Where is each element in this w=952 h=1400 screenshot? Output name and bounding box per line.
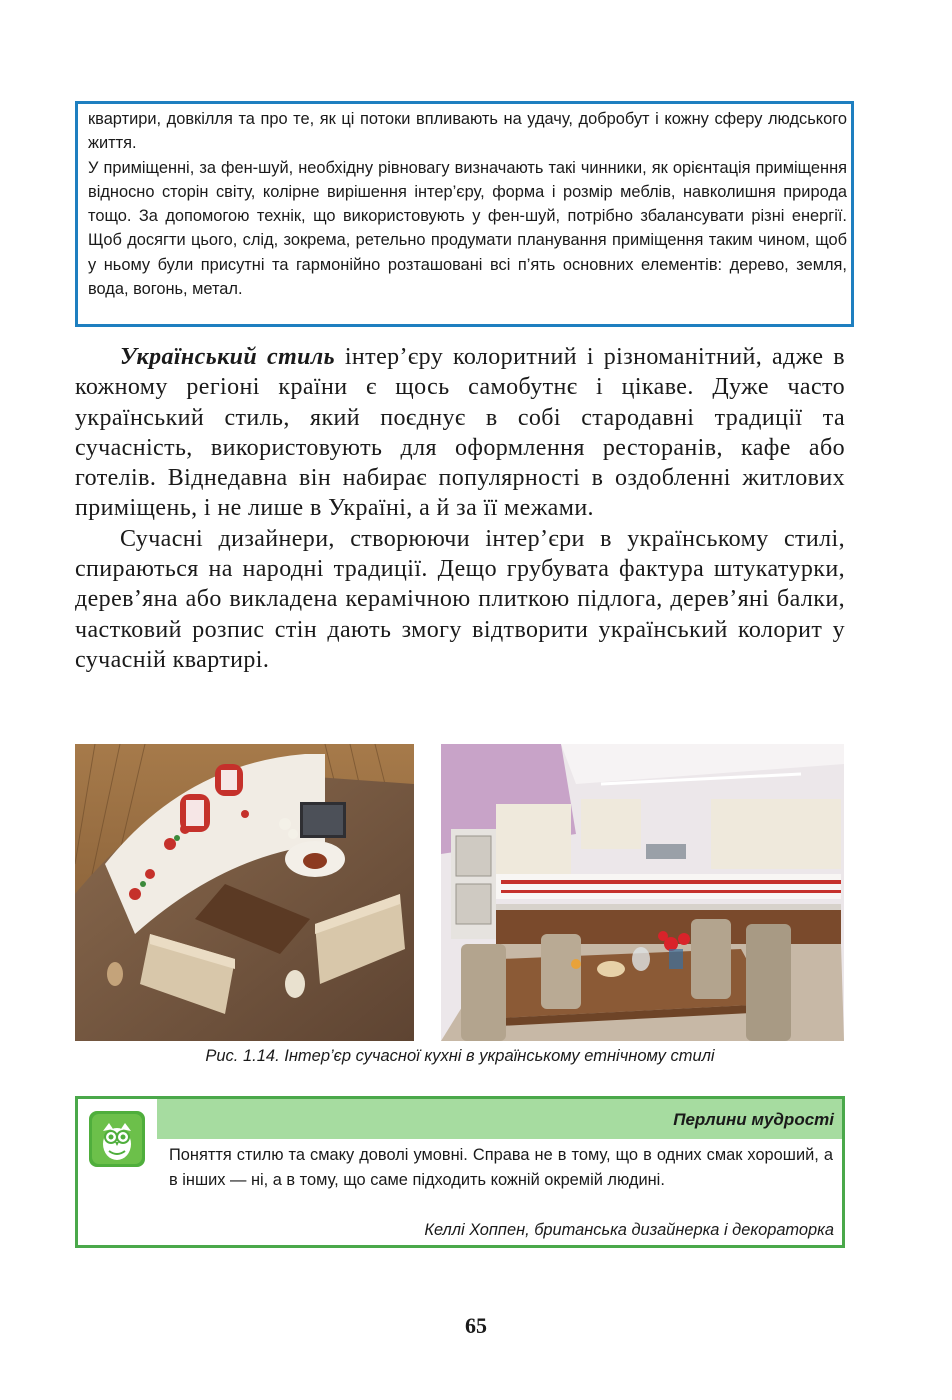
wisdom-box bbox=[75, 1096, 845, 1248]
main-text bbox=[75, 342, 845, 675]
wisdom-title: Перлини мудрості bbox=[157, 1099, 842, 1139]
info-paragraph: квартири, довкілля та про те, як ці потоки впливають на удачу, добробут і кожну сферу людського життя. bbox=[88, 110, 847, 153]
wisdom-quote: Поняття стилю та смаку доволі умовні. Справа не в тому, що в одних смак хороший, а в інших — ні, а в тому, що саме підходить кожній окремій людині. bbox=[169, 1146, 833, 1189]
photo-living-room bbox=[75, 744, 414, 1041]
paragraph-ukrainian-style bbox=[75, 342, 845, 524]
paragraph-text: інтер’єру колоритний і різноманітний, адже в кожному регіоні країни є щось самобутнє і цікаве. Дуже часто український стиль, який поєднує в собі стародавні традиції та сучасність, використовують для оформлення ресторанів, кафе або готелів. Віднедавна він набирає популярності в оздобленні житлових приміщень, і не лише в Україні, а й за її межами. bbox=[75, 344, 845, 522]
owl-icon bbox=[89, 1111, 145, 1167]
page-number: 65 bbox=[465, 1313, 487, 1338]
photo-kitchen bbox=[441, 744, 844, 1041]
term-ukrainian-style: Український стиль bbox=[120, 344, 335, 370]
info-paragraph: У приміщенні, за фен-шуй, необхідну рівновагу визначають такі чинники, як орієнтація приміщення відносно сторін світу, колірне вирішення інтер’єру, форма і розмір меблів, навколишня природа тощо. За допомогою технік, що використовують у фен-шуй, потрібно збалансувати різні енергії. Щоб досягти цього, слід, зокрема, ретельно продумати планування приміщення таким чином, щоб у ньому були присутні та гармонійно розташовані всі п’ять основних елементів: дерево, земля, вода, вогонь, метал. bbox=[88, 158, 847, 299]
info-box bbox=[75, 101, 854, 327]
figure-caption: Рис. 1.14. Інтер’єр сучасної кухні в українському етнічному стилі bbox=[205, 1047, 715, 1065]
paragraph-designers: Сучасні дизайнери, створюючи інтер’єри в українському стилі, спираються на народні традиції. Дещо грубувата фактура штукатурки, дерев’яна або викладена керамічною плиткою підлога, дерев’яні балки, частковий розпис стін дають змогу відтворити український колорит у сучасній квартирі. bbox=[75, 525, 845, 673]
wisdom-author: Келлі Хоппен, британська дизайнерка і декораторка bbox=[424, 1221, 834, 1239]
